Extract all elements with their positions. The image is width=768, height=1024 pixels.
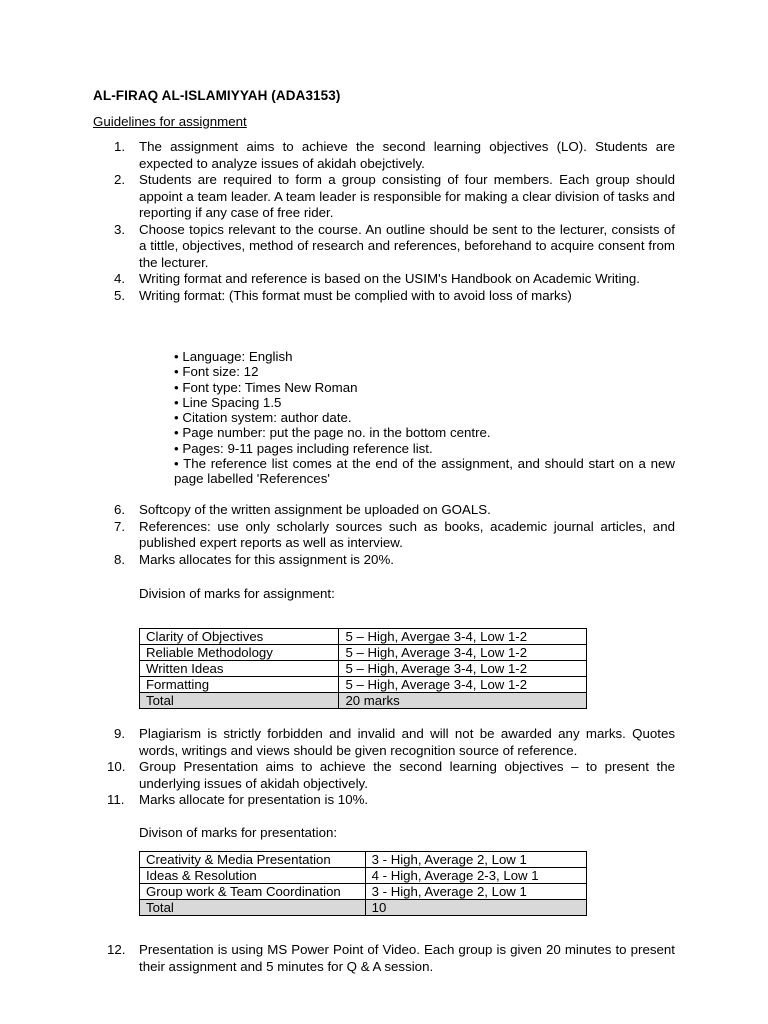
list-item-text: References: use only scholarly sources such as books, academic journal articles, and published expert reports as well as interview. <box>139 518 675 550</box>
presentation-marks-caption: Divison of marks for presentation: <box>139 825 338 840</box>
guidelines-list-part3 <box>93 726 675 809</box>
table-row <box>140 884 587 900</box>
criterion-cell: Total <box>140 693 339 709</box>
table-row <box>140 661 587 677</box>
list-item: 12. Presentation is using MS Power Point of Video. Each group is given 20 minutes to present their assignment and 5 minutes for Q & A session. <box>107 942 675 974</box>
assignment-marks-table <box>139 628 587 709</box>
list-item-text: Choose topics relevant to the course. An outline should be sent to the lecturer, consists of a tittle, objectives, method of research and references, beforehand to acquire consent from the lecturer. <box>139 221 675 270</box>
marks-cell: 3 - High, Average 2, Low 1 <box>365 884 586 900</box>
presentation-marks-table <box>139 851 587 916</box>
course-title: AL-FIRAQ AL-ISLAMIYYAH (ADA3153) <box>93 88 341 103</box>
list-item-text: Group Presentation aims to achieve the second learning objectives – to present the underlying issues of akidah objectively. <box>139 759 675 791</box>
list-item-text: Marks allocates for this assignment is 20%. <box>139 551 394 567</box>
guidelines-list-part1 <box>93 139 675 304</box>
marks-cell: 3 - High, Average 2, Low 1 <box>365 852 586 868</box>
list-item: 2. Students are required to form a group consisting of four members. Each group should appoint a team leader. A team leader is responsible for making a clear division of tasks and reporting if any case of free rider. <box>114 172 675 220</box>
list-item: 3. Choose topics relevant to the course. An outline should be sent to the lecturer, consists of a tittle, objectives, method of research and references, beforehand to acquire consent from the lecturer. <box>114 221 675 270</box>
marks-cell: 5 – High, Average 3-4, Low 1-2 <box>339 677 587 693</box>
list-item: 7. References: use only scholarly sources such as books, academic journal articles, and published expert reports as well as interview. <box>114 518 675 550</box>
list-item-text: Plagiarism is strictly forbidden and invalid and will not be awarded any marks. Quotes words, writings and views should be given recognition source of reference. <box>139 726 675 758</box>
marks-cell: 5 – High, Average 3-4, Low 1-2 <box>339 661 587 677</box>
marks-cell: 20 marks <box>339 693 587 709</box>
list-item: 5. Writing format: (This format must be complied with to avoid loss of marks) <box>114 287 572 303</box>
list-item-text: The assignment aims to achieve the second learning objectives (LO). Students are expected to analyze issues of akidah obejctively. <box>139 139 675 171</box>
criterion-cell: Creativity & Media Presentation <box>140 852 366 868</box>
list-item-text: Softcopy of the written assignment be uploaded on GOALS. <box>139 502 491 517</box>
format-bullet: • Page number: put the page no. in the bottom centre. <box>174 425 491 441</box>
list-item: 8. Marks allocates for this assignment is 20%. <box>114 551 394 567</box>
format-bullet: • Citation system: author date. <box>174 410 352 426</box>
criterion-cell: Written Ideas <box>140 661 339 677</box>
criterion-cell: Total <box>140 900 366 916</box>
guidelines-list-part2 <box>93 502 675 568</box>
table-row <box>140 677 587 693</box>
format-bullet: • Font type: Times New Roman <box>174 379 358 395</box>
marks-cell: 10 <box>365 900 586 916</box>
list-item: 10. Group Presentation aims to achieve the second learning objectives – to present the underlying issues of akidah objectively. <box>107 759 675 791</box>
list-item-text: Presentation is using MS Power Point of Video. Each group is given 20 minutes to present their assignment and 5 minutes for Q & A session. <box>139 942 675 974</box>
list-item-text: Students are required to form a group consisting of four members. Each group should appoint a team leader. A team leader is responsible for making a clear division of tasks and reporting if any case of free rider. <box>139 172 675 220</box>
criterion-cell: Reliable Methodology <box>140 645 339 661</box>
criterion-cell: Group work & Team Coordination <box>140 884 366 900</box>
list-item: 9. Plagiarism is strictly forbidden and invalid and will not be awarded any marks. Quotes words, writings and views should be given recognition source of reference. <box>114 726 675 758</box>
format-bullet: • Line Spacing 1.5 <box>174 394 282 410</box>
marks-cell: 4 - High, Average 2-3, Low 1 <box>365 868 586 884</box>
table-row <box>140 645 587 661</box>
format-bullet: • The reference list comes at the end of the assignment, and should start on a new page labelled 'References' <box>174 456 675 487</box>
format-bullet-list <box>174 349 675 487</box>
table-row <box>140 868 587 884</box>
table-total-row <box>140 693 587 709</box>
criterion-cell: Clarity of Objectives <box>140 629 339 645</box>
list-item-text: Writing format and reference is based on the USIM's Handbook on Academic Writing. <box>139 271 640 286</box>
list-item: 1. The assignment aims to achieve the second learning objectives (LO). Students are expected to analyze issues of akidah obejctively. <box>114 139 675 171</box>
marks-cell: 5 – High, Avergae 3-4, Low 1-2 <box>339 629 587 645</box>
section-heading: Guidelines for assignment <box>93 114 247 129</box>
criterion-cell: Ideas & Resolution <box>140 868 366 884</box>
table-row <box>140 852 587 868</box>
table-row <box>140 629 587 645</box>
marks-cell: 5 – High, Average 3-4, Low 1-2 <box>339 645 587 661</box>
list-item: 11. Marks allocate for presentation is 10%. <box>107 792 369 807</box>
list-item: 4. Writing format and reference is based on the USIM's Handbook on Academic Writing. <box>114 271 640 286</box>
format-bullet: • Language: English <box>174 349 293 364</box>
list-item-text: Marks allocate for presentation is 10%. <box>139 792 369 807</box>
table-total-row <box>140 900 587 916</box>
guidelines-list-part4 <box>93 942 675 975</box>
assignment-marks-caption: Division of marks for assignment: <box>139 586 335 601</box>
list-item-text: Writing format: (This format must be complied with to avoid loss of marks) <box>139 287 572 303</box>
list-item: 6. Softcopy of the written assignment be uploaded on GOALS. <box>114 502 491 517</box>
criterion-cell: Formatting <box>140 677 339 693</box>
format-bullet: • Font size: 12 <box>174 364 259 380</box>
format-bullet: • Pages: 9-11 pages including reference list. <box>174 440 433 456</box>
